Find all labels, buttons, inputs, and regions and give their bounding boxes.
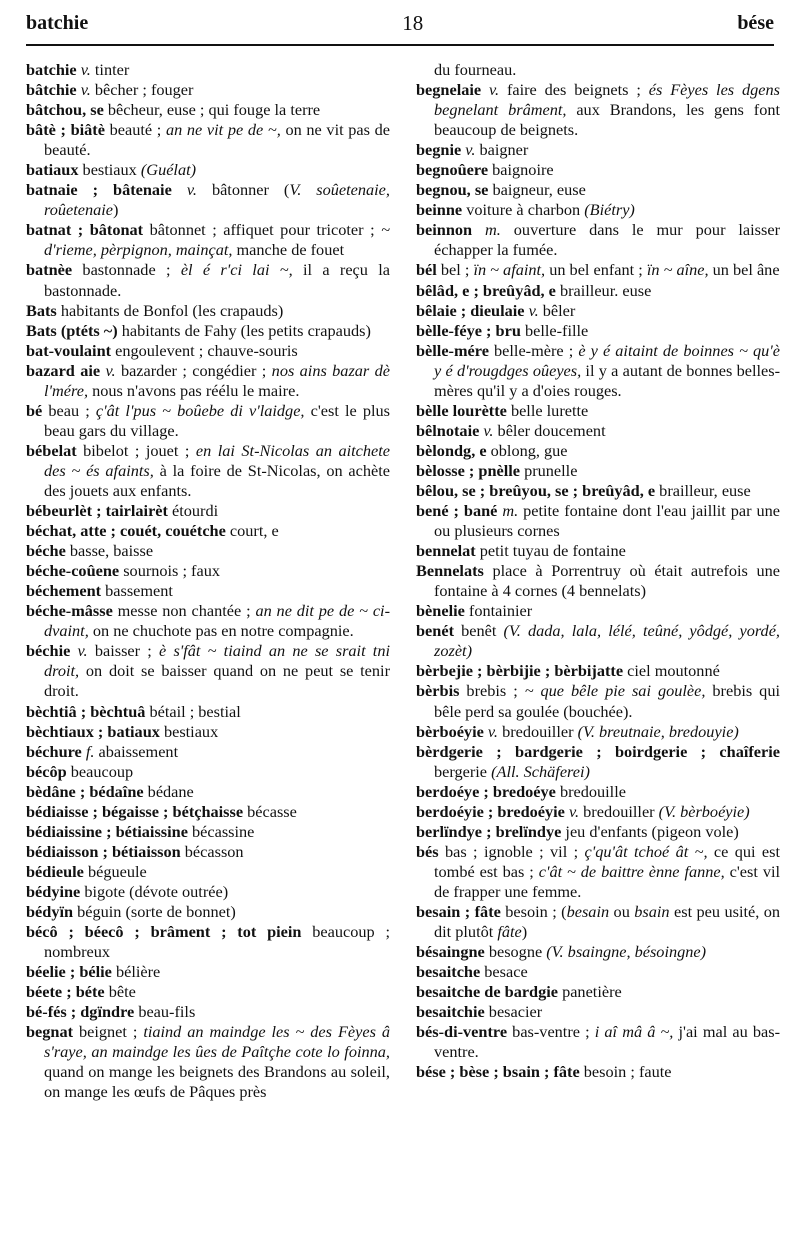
entry-definition: bestiaux	[78, 160, 141, 180]
entry-definition: bastonnade ;	[72, 260, 181, 280]
entry-definition: bassement	[101, 581, 173, 601]
entry-definition: abaissement	[94, 741, 179, 761]
dictionary-entry	[26, 120, 390, 160]
entry-headword: berdoéyie ; bredoéyie	[416, 801, 565, 821]
dictionary-entry	[26, 641, 390, 701]
entry-headword: bèchtiaux ; batiaux	[26, 721, 160, 741]
entry-definition: engoulevent ; chauve-souris	[111, 340, 298, 360]
dictionary-entry	[416, 601, 780, 621]
entry-definition: bas-ventre ;	[507, 1022, 595, 1042]
dictionary-entry	[416, 281, 780, 301]
entry-headword: bazard aie	[26, 360, 101, 380]
entry-translation: il y a autant de bonnes belles-mères qu'il y a d'oies rouges.	[434, 360, 781, 400]
dictionary-entry	[26, 301, 390, 321]
entry-headword: Bennelats	[416, 561, 484, 581]
entry-definition: bêcher ; fouger	[90, 80, 194, 100]
dictionary-entry	[416, 501, 780, 541]
entry-definition: bêcheur, euse ; qui fouge la terre	[103, 100, 321, 120]
entry-definition: benêt	[453, 621, 504, 641]
entry-translation: ce qui est tombé est bas ;	[434, 841, 780, 881]
dictionary-entry	[26, 922, 390, 962]
entry-definition: faire des beignets ;	[499, 80, 649, 100]
entry-grammar: v.	[479, 420, 494, 440]
dictionary-entry	[416, 461, 780, 481]
entry-definition: panetière	[558, 982, 622, 1002]
entry-headword: begnie	[416, 140, 462, 160]
entry-definition: besogne	[484, 942, 547, 962]
entry-definition: besoin ; faute	[579, 1062, 672, 1082]
entry-headword: bèlle-mére	[416, 340, 489, 360]
entry-translation: on doit se baisser quand on ne peut se tenir droit.	[44, 661, 390, 701]
entry-headword: bènelie	[416, 601, 465, 621]
dictionary-entry	[26, 441, 390, 501]
entry-example: an ne vit pe de ~,	[165, 120, 281, 140]
entry-definition: petite fontaine dont l'eau jaillit par une ou plusieurs cornes	[434, 501, 780, 541]
entry-headword: bébeurlèt ; tairlairèt	[26, 501, 168, 521]
entry-definition: bas ; ignoble ; vil ;	[438, 841, 585, 861]
dictionary-entry	[416, 421, 780, 441]
dictionary-entry	[26, 581, 390, 601]
dictionary-entry	[416, 722, 780, 742]
dictionary-entry	[26, 601, 390, 641]
entry-grammar: v.	[76, 80, 91, 100]
dictionary-entry	[416, 140, 780, 160]
entry-definition: sournois ; faux	[119, 561, 220, 581]
entry-headword: bêlaie ; dieulaie	[416, 300, 525, 320]
entry-example: bsain	[634, 901, 670, 921]
entry-definition: bécasse	[243, 801, 297, 821]
dictionary-entry	[416, 80, 780, 140]
entry-headword: bébelat	[26, 440, 77, 460]
entry-definition: bergerie	[434, 761, 492, 781]
entry-definition: bélière	[111, 962, 161, 982]
entry-definition: jeu d'enfants (pigeon vole)	[561, 821, 739, 841]
dictionary-entry	[416, 341, 780, 401]
entry-definition: tinter	[90, 60, 130, 79]
entry-translation: ou	[609, 901, 635, 921]
entry-grammar: v.	[461, 140, 476, 160]
entry-headword: bat-voulaint	[26, 340, 112, 360]
entry-headword: bené ; bané	[416, 501, 498, 521]
dictionary-entry	[26, 561, 390, 581]
entry-headword: beinnon	[416, 220, 473, 240]
dictionary-entry	[416, 401, 780, 421]
header-rule	[26, 44, 774, 46]
entry-example: fâte	[497, 922, 522, 942]
dictionary-entry	[416, 842, 780, 902]
entry-headword: bés	[416, 841, 439, 861]
entry-definition: petit tuyau de fontaine	[475, 541, 626, 561]
entry-definition: brailleur. euse	[555, 280, 652, 300]
dictionary-entry	[416, 541, 780, 561]
dictionary-entry	[26, 722, 390, 742]
entry-definition: belle-fille	[520, 320, 589, 340]
entry-headword: bécô ; béecô ; brâment ; tot piein	[26, 922, 302, 942]
dictionary-entry	[26, 802, 390, 822]
dictionary-entry	[26, 902, 390, 922]
dictionary-entry	[26, 862, 390, 882]
dictionary-entry	[416, 782, 780, 802]
entry-definition: baigner	[475, 140, 529, 160]
dictionary-entry	[416, 962, 780, 982]
dictionary-entry	[26, 521, 390, 541]
dictionary-entry	[26, 962, 390, 982]
entry-headword: bédyine	[26, 881, 81, 901]
entry-translation: on ne vit pas de beauté.	[44, 120, 391, 160]
entry-example: (Biétry)	[584, 200, 635, 220]
entry-headword: bés-di-ventre	[416, 1022, 508, 1042]
entry-definition: belle-mère ;	[488, 340, 579, 360]
entry-grammar: f.	[81, 741, 95, 761]
entry-definition: brebis ;	[459, 681, 525, 701]
entry-headword: bâtchie	[26, 80, 77, 100]
entry-definition: bel ;	[436, 260, 474, 280]
entry-definition: court, e	[225, 521, 279, 541]
entry-headword: begnat	[26, 1022, 74, 1042]
dictionary-entry	[416, 441, 780, 461]
entry-definition: belle lurette	[506, 400, 589, 420]
entry-grammar: m.	[472, 220, 501, 240]
entry-example: ~ d'rieme, pèrpignon, mainçat,	[44, 220, 390, 260]
entry-headword: beinne	[416, 200, 463, 220]
entry-grammar: m.	[497, 501, 519, 521]
entry-example: (All. Schäferei)	[491, 761, 590, 781]
entry-definition: bredouille	[555, 781, 626, 801]
entry-headword: batnat ; bâtonat	[26, 220, 144, 240]
entry-example: èl é r'ci lai ~,	[180, 260, 293, 280]
entry-grammar: v.	[76, 60, 91, 79]
dictionary-entry	[416, 942, 780, 962]
entry-translation: à la foire de St-Nicolas, on achète des jouets aux enfants.	[44, 460, 390, 500]
entry-headword: bèchtiâ ; bèchtuâ	[26, 701, 146, 721]
entry-definition: bétail ; bestial	[145, 701, 241, 721]
dictionary-entry	[26, 321, 390, 341]
entry-headword: bédiaisson ; bétiaisson	[26, 841, 181, 861]
entry-example: és Fèyes les dgens begnelant brâment,	[434, 80, 780, 120]
dictionary-entry	[416, 220, 780, 260]
entry-definition: habitants de Bonfol (les crapauds)	[56, 300, 284, 320]
entry-example: (V. breutnaie, bredouyie)	[577, 721, 739, 741]
entry-grammar: v.	[481, 80, 500, 100]
entry-headword: batchie	[26, 60, 77, 79]
entry-headword: begnoûere	[416, 160, 489, 180]
dictionary-entry	[416, 822, 780, 842]
dictionary-entry	[416, 321, 780, 341]
entry-headword: bécôp	[26, 761, 67, 781]
entry-definition: ouverture dans le mur pour laisser échapper la fumée.	[434, 220, 780, 260]
entry-example: besain	[566, 901, 610, 921]
dictionary-entry	[416, 561, 780, 601]
entry-example: (Guélat)	[140, 160, 197, 180]
entry-headword: bé-fés ; dgïndre	[26, 1002, 135, 1022]
dictionary-entry	[26, 160, 390, 180]
dictionary-entry	[26, 220, 390, 260]
entry-definition: bécassine	[187, 821, 255, 841]
entry-headword: bêlâd, e ; breûyâd, e	[416, 280, 556, 300]
entry-headword: bèrbis	[416, 681, 460, 701]
entry-grammar: v.	[100, 360, 116, 380]
entry-headword: béelie ; bélie	[26, 962, 112, 982]
dictionary-entry	[416, 982, 780, 1002]
entry-headword: béche-coûene	[26, 561, 120, 581]
dictionary-entry	[416, 902, 780, 942]
dictionary-entry	[26, 60, 390, 80]
entry-definition: bécasson	[180, 841, 244, 861]
dictionary-entry	[26, 742, 390, 762]
entry-headword: bâtè ; biâtè	[26, 120, 105, 140]
entry-grammar: v.	[70, 641, 88, 661]
entry-headword: Bats	[26, 300, 57, 320]
entry-example: ç'qu'ât tchoé ât ~,	[584, 841, 708, 861]
entry-headword: bennelat	[416, 541, 476, 561]
entry-example: en lai St-Nicolas an aitchete des ~ és afaints,	[44, 440, 391, 480]
entry-headword: besain ; fâte	[416, 901, 501, 921]
entry-translation: brebis qui bêle perd sa goulée (bouchée).	[434, 681, 780, 721]
entry-definition: baisser ;	[87, 641, 159, 661]
entry-definition: du fourneau.	[434, 60, 517, 79]
dictionary-entry	[416, 301, 780, 321]
entry-example: tiaind an maindge les ~ des Fèyes â s'raye, an maindge les ûes de Paîtçhe cote lo foinna,	[44, 1022, 390, 1062]
dictionary-entry	[416, 661, 780, 681]
entry-definition: basse, baisse	[65, 541, 154, 561]
entry-translation: c'est le plus beau gars du village.	[44, 400, 391, 440]
entry-example: (V. dada, lala, lélé, teûné, yôdgé, yordé, zozèt)	[434, 621, 780, 661]
entry-headword: berdoéye ; bredoéye	[416, 781, 556, 801]
entry-definition: place à Porrentruy où était autrefois une fontaine à 4 cornes (4 bennelats)	[434, 561, 780, 601]
entry-headword: béchat, atte ; couét, couétche	[26, 521, 226, 541]
entry-headword: bèlle lourètte	[416, 400, 507, 420]
dictionary-entry	[416, 481, 780, 501]
entry-definition: messe non chantée ;	[112, 601, 256, 621]
entry-definition: prunelle	[520, 460, 578, 480]
entry-headword: bèlondg, e	[416, 440, 487, 460]
entry-headword: béche	[26, 541, 66, 561]
entry-headword: bèrbejie ; bèrbijie ; bèrbijatte	[416, 661, 624, 681]
entry-definition: fontainier	[464, 601, 533, 621]
dictionary-entry	[26, 361, 390, 401]
entry-headword: berlïndye ; brelïndye	[416, 821, 562, 841]
entry-headword: bédyïn	[26, 901, 74, 921]
entry-translation: nous n'avons pas réélu le maire.	[88, 380, 300, 400]
header-right-word: bése	[737, 11, 774, 34]
entry-example: ïn ~ afaint,	[473, 260, 546, 280]
dictionary-entry	[26, 100, 390, 120]
left-column	[26, 60, 390, 1102]
entry-definition: baigneur, euse	[488, 180, 586, 200]
entry-grammar: v.	[564, 801, 580, 821]
entry-headword: bésaingne	[416, 942, 485, 962]
entry-definition: habitants de Fahy (les petits crapauds)	[117, 320, 371, 340]
entry-definition: beaucoup	[66, 761, 134, 781]
entry-grammar: v.	[483, 721, 498, 741]
entry-headword: bèrdgerie ; bardgerie ; boirdgerie ; chaîferie	[416, 741, 780, 761]
entry-headword: besaitchie	[416, 1002, 485, 1022]
dictionary-entry	[416, 160, 780, 180]
dictionary-entry	[26, 341, 390, 361]
entry-definition: besacier	[484, 1002, 543, 1022]
dictionary-entry	[416, 200, 780, 220]
entry-example: i aî mâ â ~,	[594, 1022, 674, 1042]
entry-headword: bèdâne ; bédaîne	[26, 781, 144, 801]
dictionary-entry	[416, 621, 780, 661]
entry-example: nos ains bazar dè l'mére,	[44, 360, 390, 400]
entry-definition: béguin (sorte de bonnet)	[73, 901, 236, 921]
entry-definition: bâtonner (	[196, 180, 290, 200]
entry-headword: béche-mâsse	[26, 601, 113, 621]
entry-definition: bâtonnet ; affiquet pour tricoter ;	[143, 220, 382, 240]
dictionary-entry	[26, 401, 390, 441]
dictionary-entry	[26, 762, 390, 782]
dictionary-entry	[416, 802, 780, 822]
entry-example: V. soûetenaie, roûetenaie	[44, 180, 390, 220]
entry-example: ïn ~ aîne,	[646, 260, 709, 280]
entry-translation: j'ai mal au bas-ventre.	[434, 1022, 780, 1062]
entry-example: ~ que bêle pie sai goulèe,	[524, 681, 706, 701]
right-column	[416, 60, 780, 1082]
entry-definition: étourdi	[167, 501, 219, 521]
entry-translation: quand on mange les beignets des Brandons au soleil, on mange les œufs de Pâques près	[44, 1062, 390, 1102]
entry-headword: batnèe	[26, 260, 73, 280]
entry-headword: bèrboéyie	[416, 721, 484, 741]
entry-translation: c'est vil de frapper une femme.	[434, 861, 781, 901]
entry-definition: bredouiller	[579, 801, 659, 821]
entry-example: è y é aitaint de boinnes ~ qu'è y é d'rougdges oûeyes,	[434, 340, 780, 380]
entry-example: è s'fât ~ tiaind an ne se srait tni droit,	[44, 641, 390, 681]
entry-example: (V. bèrboéyie)	[658, 801, 750, 821]
entry-definition: bredouiller	[498, 721, 578, 741]
entry-definition: bédane	[143, 781, 194, 801]
entry-headword: bé	[26, 400, 43, 420]
dictionary-entry	[416, 260, 780, 280]
entry-example: c'ât ~ de baittre ènne fanne,	[538, 861, 725, 881]
entry-definition: baignoire	[488, 160, 554, 180]
entry-definition: beaucoup ; nombreux	[44, 922, 390, 962]
entry-headword: benét	[416, 621, 454, 641]
entry-headword: besaitche de bardgie	[416, 982, 558, 1002]
dictionary-entry	[416, 60, 780, 80]
entry-definition: ciel moutonné	[623, 661, 720, 681]
entry-definition: bestiaux	[159, 721, 219, 741]
entry-headword: Bats (ptéts ~)	[26, 320, 118, 340]
dictionary-entry	[416, 1062, 780, 1082]
entry-definition: besace	[480, 962, 528, 982]
entry-definition: bégueule	[83, 861, 147, 881]
dictionary-entry	[26, 982, 390, 1002]
entry-grammar: v.	[524, 300, 539, 320]
page-header	[26, 8, 774, 38]
entry-translation: manche de fouet	[232, 240, 345, 260]
dictionary-entry	[26, 541, 390, 561]
entry-translation: on ne chuchote pas en notre compagnie.	[88, 621, 354, 641]
entry-headword: besaitche	[416, 962, 481, 982]
dictionary-entry	[26, 1022, 390, 1102]
entry-example: ç'ât l'pus ~ boûebe di v'laidge,	[95, 400, 305, 420]
dictionary-entry	[26, 822, 390, 842]
dictionary-entry	[26, 842, 390, 862]
dictionary-entry	[26, 180, 390, 220]
dictionary-entry	[416, 1022, 780, 1062]
entry-headword: bése ; bèse ; bsain ; fâte	[416, 1062, 580, 1082]
page-number: 18	[402, 10, 424, 35]
entry-definition: bibelot ; jouet ;	[76, 440, 196, 460]
entry-translation: )	[521, 922, 528, 942]
entry-headword: batiaux	[26, 160, 79, 180]
entry-translation: est peu usité, on dit plutôt	[434, 901, 781, 942]
entry-headword: béchure	[26, 741, 82, 761]
entry-definition: bigote (dévote outrée)	[80, 881, 229, 901]
entry-headword: bèlosse ; pnèlle	[416, 460, 521, 480]
entry-headword: bédiaissine ; bétiaissine	[26, 821, 188, 841]
entry-definition: beau-fils	[134, 1002, 196, 1022]
entry-definition: bazarder ; congédier ;	[115, 360, 272, 380]
entry-example: an ne dit pe de ~ ci-dvaint,	[44, 601, 390, 641]
entry-definition: bête	[104, 982, 136, 1002]
entry-definition: bêler doucement	[493, 420, 606, 440]
entry-definition: besoin ; (	[500, 901, 567, 921]
dictionary-entry	[26, 501, 390, 521]
entry-definition: voiture à charbon	[462, 200, 585, 220]
header-left-word: batchie	[26, 11, 89, 34]
entry-headword: bêlnotaie	[416, 420, 480, 440]
dictionary-entry	[416, 681, 780, 721]
dictionary-entry	[26, 702, 390, 722]
dictionary-entry	[26, 260, 390, 300]
entry-headword: begnelaie	[416, 80, 482, 100]
entry-headword: bêlou, se ; breûyou, se ; breûyâd, e	[416, 480, 656, 500]
entry-definition: beignet ;	[73, 1022, 144, 1042]
dictionary-entry	[416, 180, 780, 200]
entry-grammar: v.	[171, 180, 197, 200]
entry-headword: batnaie ; bâtenaie	[26, 180, 172, 200]
entry-headword: bél	[416, 260, 437, 280]
dictionary-entry	[26, 80, 390, 100]
entry-headword: bédieule	[26, 861, 84, 881]
entry-definition: oblong, gue	[486, 440, 568, 460]
entry-headword: bâtchou, se	[26, 100, 104, 120]
entry-translation: aux Brandons, les gens font beaucoup de beignets.	[434, 100, 781, 140]
entry-translation: il a reçu la bastonnade.	[44, 260, 390, 300]
dictionary-entry	[26, 882, 390, 902]
dictionary-entry	[26, 1002, 390, 1022]
entry-definition: brailleur, euse	[655, 480, 751, 500]
entry-example: (V. bsaingne, bésoingne)	[546, 942, 707, 962]
entry-headword: bèlle-féye ; bru	[416, 320, 521, 340]
entry-headword: béchement	[26, 581, 102, 601]
dictionary-entry	[26, 782, 390, 802]
entry-translation: un bel âne	[708, 260, 780, 280]
dictionary-entry	[416, 742, 780, 782]
entry-headword: béete ; béte	[26, 982, 105, 1002]
entry-definition: beauté ;	[104, 120, 166, 140]
entry-definition: beau ;	[42, 400, 96, 420]
entry-translation: )	[113, 200, 119, 220]
dictionary-entry	[416, 1002, 780, 1022]
entry-translation: un bel enfant ;	[545, 260, 647, 280]
entry-headword: béchie	[26, 641, 71, 661]
entry-definition: bêler	[538, 300, 576, 320]
entry-headword: begnou, se	[416, 180, 489, 200]
entry-headword: bédiaisse ; bégaisse ; bétçhaisse	[26, 801, 244, 821]
